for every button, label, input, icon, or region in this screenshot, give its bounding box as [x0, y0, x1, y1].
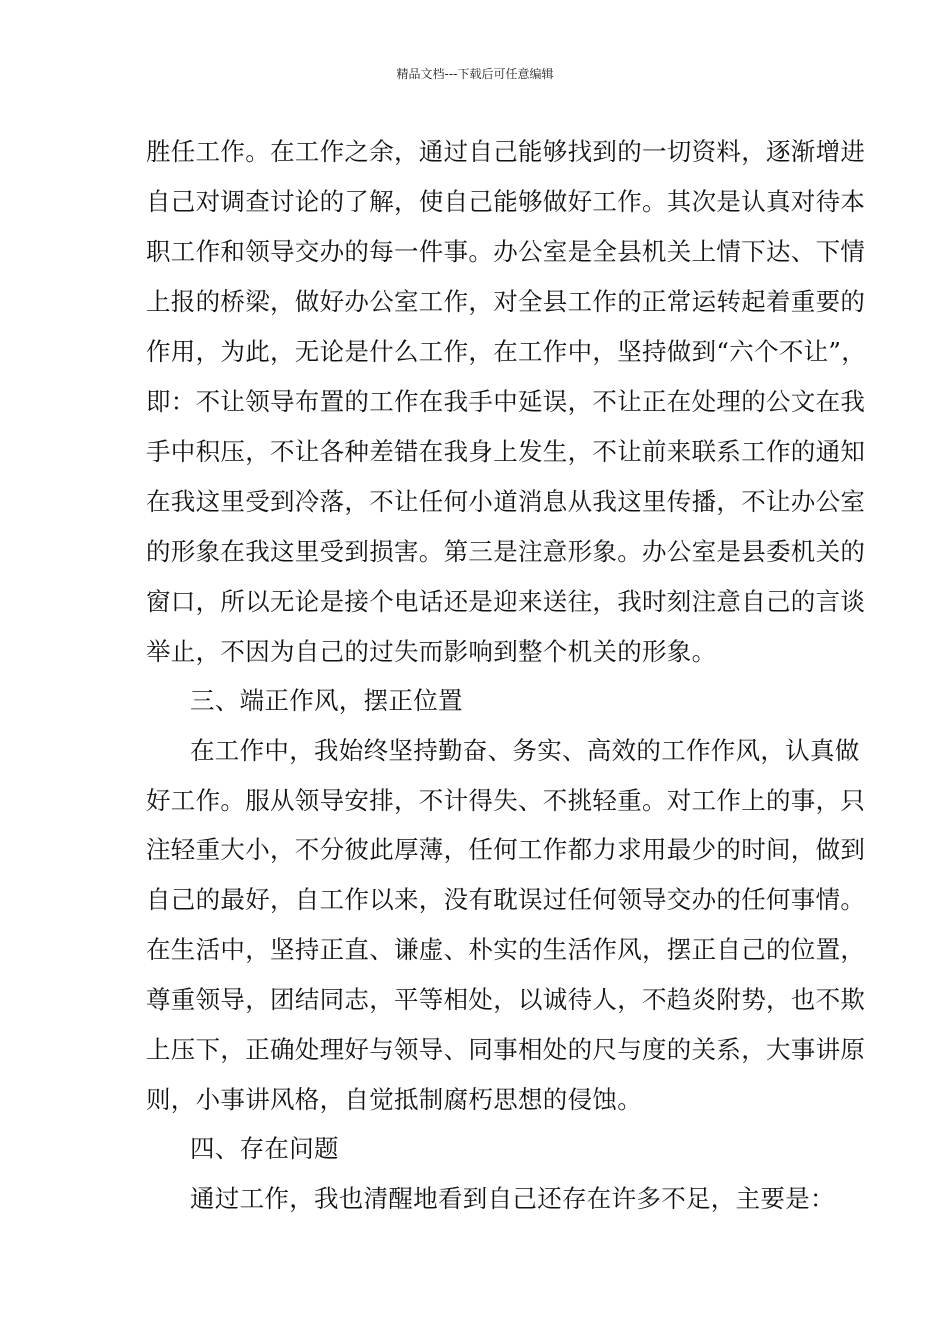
section-heading: 三、端正作风，摆正位置: [190, 686, 463, 715]
page-header: 精品文档---下载后可任意编辑: [396, 67, 554, 81]
paragraph-line: 胜任工作。在工作之余，通过自己能够找到的一切资料，逐渐增进: [146, 137, 866, 166]
paragraph-line: 举止，不因为自己的过失而影响到整个机关的形象。: [146, 637, 717, 666]
paragraph-line: 注轻重大小，不分彼此厚薄，任何工作都力求用最少的时间，做到: [146, 835, 866, 864]
paragraph-line: 上压下，正确处理好与领导、同事相处的尺与度的关系，大事讲原: [146, 1035, 866, 1064]
section-heading: 四、存在问题: [190, 1134, 339, 1163]
paragraph-line: 职工作和领导交办的每一件事。办公室是全县机关上情下达、下情: [146, 237, 866, 266]
paragraph-line: 自己的最好，自工作以来，没有耽误过任何领导交办的任何事情。: [146, 885, 866, 914]
paragraph-line: 在我这里受到冷落，不让任何小道消息从我这里传播，不让办公室: [146, 487, 866, 516]
paragraph-line: 在生活中，坚持正直、谦虚、朴实的生活作风，摆正自己的位置，: [146, 935, 866, 964]
paragraph-line: 即：不让领导布置的工作在我手中延误，不让正在处理的公文在我: [146, 387, 866, 416]
paragraph-line: 尊重领导，团结同志，平等相处，以诚待人，不趋炎附势，也不欺: [146, 985, 866, 1014]
paragraph-line: 在工作中，我始终坚持勤奋、务实、高效的工作作风，认真做: [190, 736, 860, 765]
paragraph-line: 手中积压，不让各种差错在我身上发生，不让前来联系工作的通知: [146, 437, 866, 466]
paragraph-line: 好工作。服从领导安排，不计得失、不挑轻重。对工作上的事，只: [146, 786, 866, 815]
paragraph-line: 通过工作，我也清醒地看到自己还存在许多不足，主要是：: [190, 1184, 835, 1213]
paragraph-line: 自己对调查讨论的了解，使自己能够做好工作。其次是认真对待本: [146, 187, 866, 216]
paragraph-line: 窗口，所以无论是接个电话还是迎来送往，我时刻注意自己的言谈: [146, 587, 866, 616]
paragraph-line: 上报的桥梁，做好办公室工作，对全县工作的正常运转起着重要的: [146, 287, 866, 316]
paragraph-line: 作用，为此，无论是什么工作，在工作中，坚持做到“六个不让”，: [146, 337, 867, 366]
paragraph-line: 的形象在我这里受到损害。第三是注意形象。办公室是县委机关的: [146, 537, 866, 566]
paragraph-line: 则，小事讲风格，自觉抵制腐朽思想的侵蚀。: [146, 1085, 642, 1114]
